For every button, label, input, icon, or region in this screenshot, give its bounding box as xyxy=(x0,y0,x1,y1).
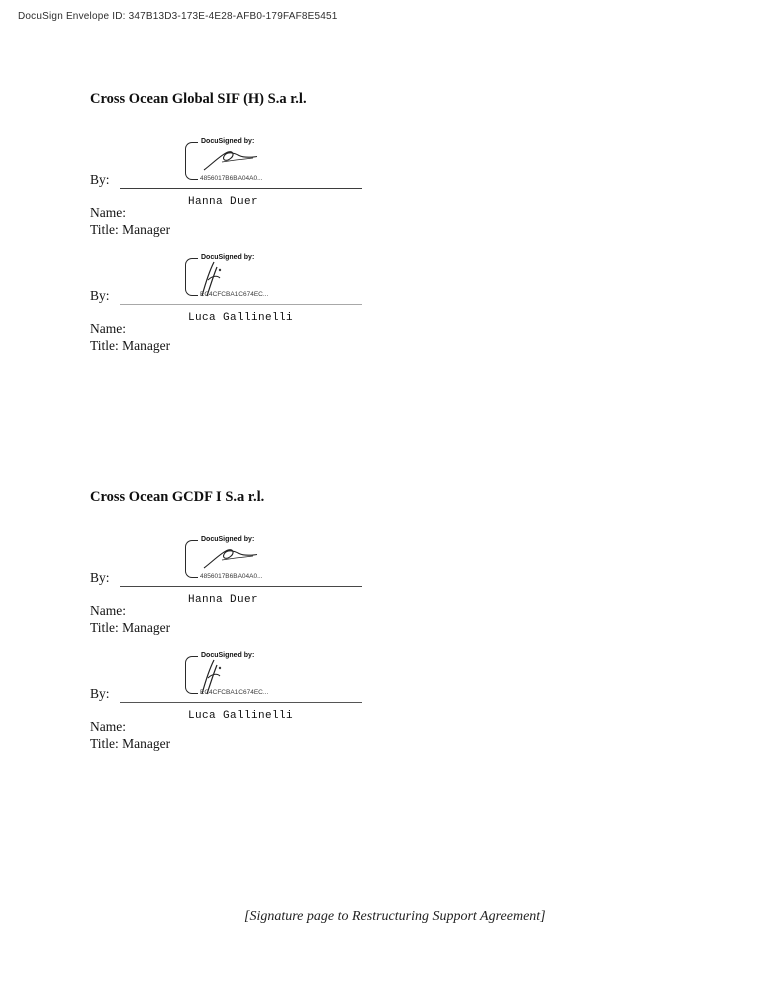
title-line xyxy=(90,338,170,354)
docusign-stamp-id: EC4CFCBA1C674EC... xyxy=(200,689,269,696)
docusign-stamp-id: 4856017B6BA04A0... xyxy=(200,175,263,182)
title-label: Title: xyxy=(90,338,119,353)
company-heading-2: Cross Ocean GCDF I S.a r.l. xyxy=(90,489,265,505)
signer-name: Luca Gallinelli xyxy=(188,710,294,722)
by-label: By: xyxy=(90,172,110,187)
title-label: Title: xyxy=(90,222,119,237)
docusign-envelope-id: DocuSign Envelope ID: 347B13D3-173E-4E28-AFB0-179FAF8E5451 xyxy=(18,11,338,22)
docusign-stamp xyxy=(185,535,363,583)
title-label: Title: xyxy=(90,620,119,635)
docusigned-by-label: DocuSigned by: xyxy=(201,138,255,145)
docusign-stamp xyxy=(185,651,363,699)
docusign-stamp xyxy=(185,253,363,301)
signature-line xyxy=(120,586,362,587)
signature-line xyxy=(120,702,362,703)
hanna-duer-signature-icon xyxy=(200,147,262,173)
docusign-bracket-icon xyxy=(185,540,198,578)
signer-name: Hanna Duer xyxy=(188,594,259,606)
name-label: Name: xyxy=(90,719,126,734)
by-label: By: xyxy=(90,686,110,701)
title-label: Title: xyxy=(90,736,119,751)
title-value: Manager xyxy=(122,736,171,751)
title-value: Manager xyxy=(122,620,171,635)
docusigned-by-label: DocuSigned by: xyxy=(201,536,255,543)
signature-block xyxy=(90,253,372,358)
name-label: Name: xyxy=(90,321,126,336)
signer-name: Hanna Duer xyxy=(188,196,259,208)
by-label: By: xyxy=(90,288,110,303)
signature-line xyxy=(120,188,362,189)
signer-name: Luca Gallinelli xyxy=(188,312,294,324)
docusign-stamp-id: 4856017B6BA04A0... xyxy=(200,573,263,580)
by-label: By: xyxy=(90,570,110,585)
docusigned-by-label: DocuSigned by: xyxy=(201,254,255,261)
signature-page-footnote: [Signature page to Restructuring Support Agreement] xyxy=(244,909,546,924)
hanna-duer-signature-icon xyxy=(200,545,262,571)
signature-block xyxy=(90,535,372,640)
title-line xyxy=(90,222,170,238)
title-line xyxy=(90,620,170,636)
docusigned-by-label: DocuSigned by: xyxy=(201,652,255,659)
docusign-bracket-icon xyxy=(185,142,198,180)
title-value: Manager xyxy=(122,338,171,353)
signature-block xyxy=(90,651,372,756)
docusign-stamp-id: EC4CFCBA1C674EC... xyxy=(200,291,269,298)
title-line xyxy=(90,736,170,752)
name-label: Name: xyxy=(90,205,126,220)
signature-block xyxy=(90,137,372,242)
signature-line xyxy=(120,304,362,305)
company-heading-1: Cross Ocean Global SIF (H) S.a r.l. xyxy=(90,91,307,107)
docusign-stamp xyxy=(185,137,363,185)
title-value: Manager xyxy=(122,222,171,237)
name-label: Name: xyxy=(90,603,126,618)
